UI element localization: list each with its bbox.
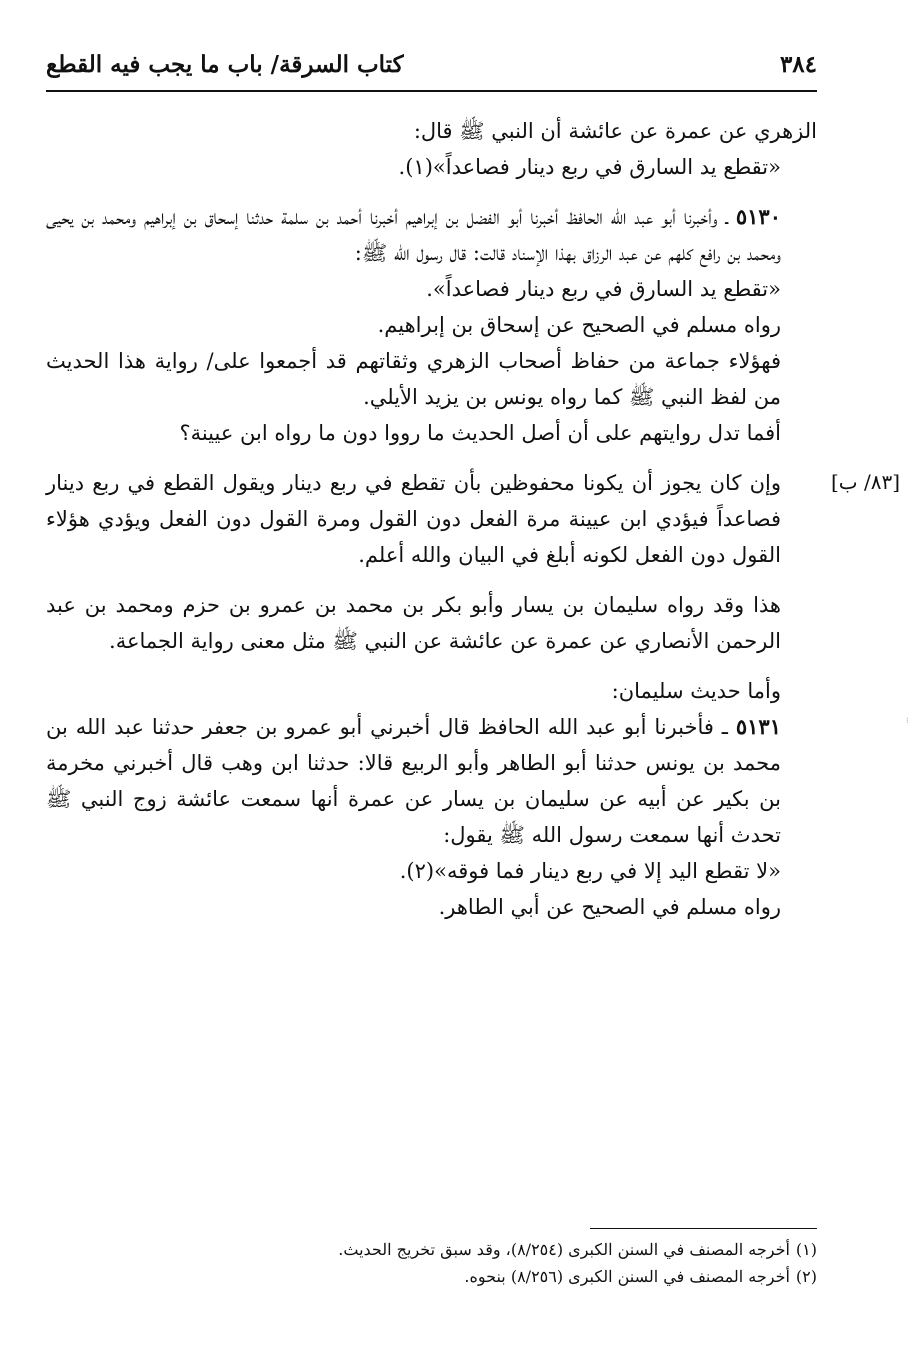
hadith-5131 [46, 709, 817, 853]
paragraph-1: الزهري عن عمرة عن عائشة أن النبي ﷺ قال: [413, 119, 817, 143]
hadith-5130-text: ـ وأخبرنا أبو عبد الله الحافظ أخبرنا أبو الفضل بن إبراهيم أخبرنا أحمد بن سلمة حدثنا إسحاق بن إبراهيم ومحمد بن يحيى ومحمد بن رافع كلهم عن عبد الرزاق بهذا الإسناد قالت: قال رسول الله ﷺ: [46, 205, 781, 265]
hadith-number-5130: ٥١٣٠ [735, 204, 781, 229]
hadith-quote-3: «لا تقطع اليد إلا في ربع دينار فما فوقه»(٢). [399, 859, 781, 883]
header-rule [46, 90, 817, 92]
hadith-quote-1: «تقطع يد السارق في ربع دينار فصاعداً»(١). [398, 155, 781, 179]
page-number: ٣٨٤ [779, 50, 817, 78]
margin-folio-note: [٨٣/ ب] [830, 470, 900, 494]
paragraph-question: أفما تدل روايتهم على أن أصل الحديث ما رووا دون ما رواه ابن عيينة؟ [179, 421, 781, 445]
paragraph-sulayman: هذا وقد رواه سليمان بن يسار وأبو بكر بن محمد بن عمرو بن حزم ومحمد بن عبد الرحمن الأنصاري عن عمرة عن عائشة عن النبي ﷺ مثل معنى رواية الجماعة. [46, 593, 781, 653]
paragraph-huffaz: فهؤلاء جماعة من حفاظ أصحاب الزهري وثقاتهم قد أجمعوا على/ رواية هذا الحديث من لفظ النبي ﷺ كما رواه يونس بن يزيد الأيلي. [46, 349, 781, 409]
footnote-label: (١) [795, 1240, 817, 1259]
footnote-2 [46, 1263, 817, 1290]
running-title: كتاب السرقة/ باب ما يجب فيه القطع [46, 50, 404, 78]
main-text [46, 113, 817, 925]
paragraph-riwaya-2: رواه مسلم في الصحيح عن أبي الطاهر. [438, 895, 781, 919]
footnote-rule [590, 1228, 817, 1229]
page-header [46, 40, 817, 88]
hadith-5131-text: ـ فأخبرنا أبو عبد الله الحافظ قال أخبرني أبو عمرو بن جعفر حدثنا عبد الله بن محمد بن يونس حدثنا أبو الطاهر وأبو الربيع قالا: حدثنا ابن وهب قال أخبرني مخرمة بن بكير عن أبيه عن سليمان بن يسار عن عمرة أنها سمعت عائشة زوج النبي ﷺ تحدث أنها سمعت رسول الله ﷺ يقول: [46, 715, 781, 847]
footnote-1 [46, 1236, 817, 1263]
paragraph-heading-sulayman: وأما حديث سليمان: [611, 679, 781, 703]
footnote-text: أخرجه المصنف في السنن الكبرى (٨/٢٥٦) بنحوه. [464, 1267, 790, 1286]
hadith-quote-2: «تقطع يد السارق في ربع دينار فصاعداً». [426, 277, 781, 301]
paragraph-riwaya-1: رواه مسلم في الصحيح عن إسحاق بن إبراهيم. [377, 313, 781, 337]
footnotes [46, 1236, 817, 1290]
paragraph-mahfuzayn: وإن كان يجوز أن يكونا محفوظين بأن تقطع في ربع دينار ويقول القطع في ربع دينار فصاعداً فيؤدي ابن عيينة مرة الفعل دون القول ومرة القول دون الفعل ويؤدي هؤلاء القول دون الفعل لكونه أبلغ في البيان والله أعلم. [46, 471, 781, 567]
scan-speck: ⁝ [906, 716, 909, 725]
footnote-text: أخرجه المصنف في السنن الكبرى (٨/٢٥٤)، وقد سبق تخريج الحديث. [338, 1240, 790, 1259]
hadith-number-5131: ٥١٣١ [735, 714, 781, 739]
footnote-label: (٢) [795, 1267, 817, 1286]
hadith-5130 [46, 199, 817, 271]
